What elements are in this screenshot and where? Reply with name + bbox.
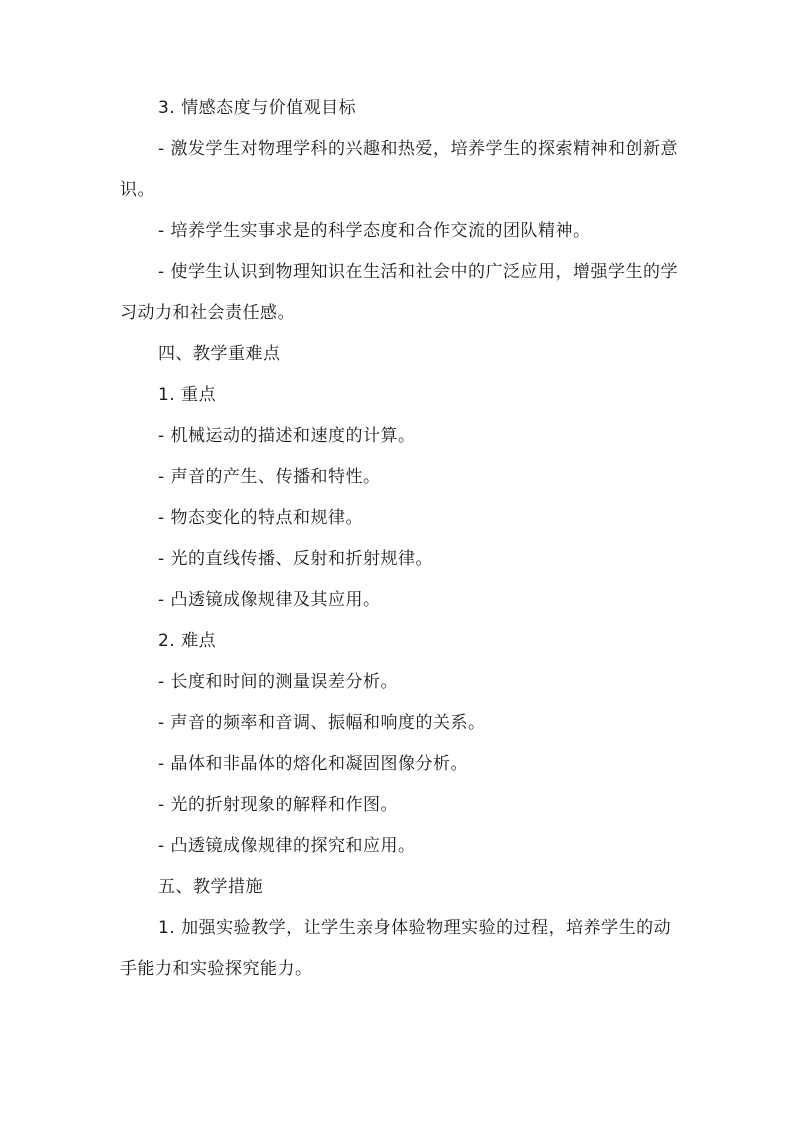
list-item: - 光的直线传播、反射和折射规律。: [158, 549, 434, 569]
section-heading-teaching-measures: 五、教学措施: [158, 877, 263, 897]
document-body: [120, 88, 680, 990]
list-item: - 物态变化的特点和规律。: [158, 508, 364, 528]
list-item: - 声音的产生、传播和特性。: [158, 467, 381, 487]
list-item: - 声音的频率和音调、振幅和响度的关系。: [158, 713, 486, 733]
subheading-key-points: 1. 重点: [158, 385, 217, 405]
subheading-emotional-goals: 3. 情感态度与价值观目标: [158, 98, 357, 118]
list-item: - 凸透镜成像规律的探究和应用。: [158, 836, 416, 856]
subheading-difficult-points: 2. 难点: [158, 631, 217, 651]
list-item: - 凸透镜成像规律及其应用。: [158, 590, 381, 610]
list-item: - 使学生认识到物理知识在生活和社会中的广泛应用，增强学生的学习动力和社会责任感。: [120, 262, 679, 323]
list-item: - 光的折射现象的解释和作图。: [158, 795, 399, 815]
list-item: - 机械运动的描述和速度的计算。: [158, 426, 416, 446]
list-item: - 培养学生实事求是的科学态度和合作交流的团队精神。: [158, 221, 591, 241]
section-heading-key-difficult-points: 四、教学重难点: [158, 344, 281, 364]
list-item: - 长度和时间的测量误差分析。: [158, 672, 399, 692]
list-item: - 晶体和非晶体的熔化和凝固图像分析。: [158, 754, 469, 774]
list-item: 1. 加强实验教学，让学生亲身体验物理实验的过程，培养学生的动手能力和实验探究能力。: [120, 918, 672, 979]
list-item: - 激发学生对物理学科的兴趣和热爱，培养学生的探索精神和创新意识。: [120, 139, 679, 200]
